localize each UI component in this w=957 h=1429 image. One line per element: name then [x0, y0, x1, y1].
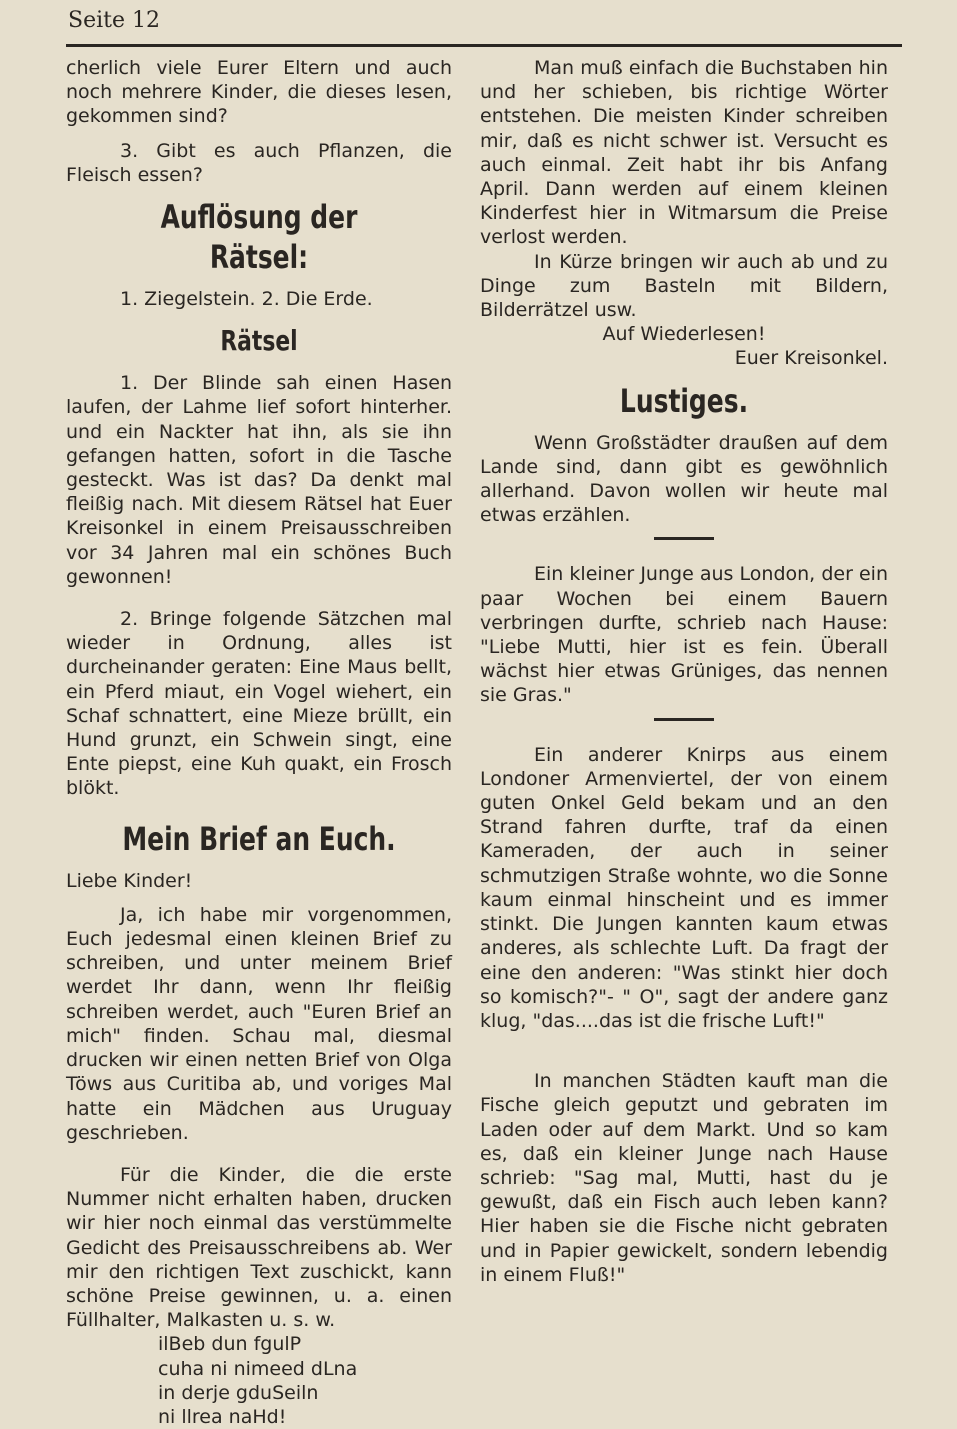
scrambled-poem [66, 1332, 452, 1429]
header-rule [66, 44, 902, 47]
instructions-paragraph: Man muß einfach die Buchstaben hin und her schieben, bis richtige Wörter entstehen. Die meisten Kinder schreiben mir, daß es nicht schwer ist. Versucht es auch einmal. Zeit habt ihr bis Anfang April. Dann werden auf einem kleinen Kinderfest hier in Witmarsum die Preise verlost werden. [480, 57, 888, 249]
joke-2: Ein anderer Knirps aus einem Londoner Armenviertel, der von einem guten Onkel Geld bekam und an den Strand fahren durfte, traf da einen Kameraden, der auch in seiner schmutzigen Straße wohnte, wo die Sonne kaum einmal hinscheint und es immer stinkt. Die Jungen kannten kaum etwas anderes, als schlechte Luft. Da fragt der eine den anderen: "Was stinkt hier doch so komisch?"- " O", sagt der andere ganz klug, "das....das ist die frische Luft!" [480, 743, 888, 1032]
heading-brief: Mein Brief an Euch. [122, 819, 396, 858]
announcement-paragraph: In Kürze bringen wir auch ab und zu Dinge zum Basteln mit Bildern, Bilderrätzel usw. [480, 250, 888, 322]
raetsel-1: 1. Der Blinde sah einen Hasen laufen, der Lahme lief sofort hinterher. und ein Nackter hat ihn, als sie ihn gefangen hatten, sofort in die Tasche gesteckt. Was ist das? Da denkt mal fleißig nach. Mit diesem Rätsel hat Euer Kreisonkel in einem Preisausschreiben vor 34 Jahren mal ein schönes Buch gewonnen! [66, 372, 452, 588]
question-3: 3. Gibt es auch Pflanzen, die Fleisch essen? [66, 139, 452, 186]
letter-greeting: Liebe Kinder! [66, 869, 193, 892]
poem-line: cuha ni nimeed dLna [158, 1357, 358, 1380]
letter-paragraph-1: Ja, ich habe mir vorgenommen, Euch jedesmal einen kleinen Brief zu schreiben, und unter meinem Brief werdet Ihr dann, wenn Ihr fleißig schreiben werdet, auch "Euren Brief an mich" finden. Schau mal, diesmal drucken wir einen netten Brief von Olga Töws aus Curitiba ab, und voriges Mal hatte ein Mädchen aus Uruguay geschrieben. [66, 903, 452, 1144]
joke-intro: Wenn Großstädter draußen auf dem Lande sind, dann gibt es gewöhnlich allerhand. Davon wollen wir heute mal etwas erzählen. [480, 431, 888, 527]
poem-line: ni llrea naHd! [158, 1405, 287, 1428]
raetsel-2: 2. Bringe folgende Sätzchen mal wieder in Ordnung, alles ist durcheinander geraten: Eine Maus bellt, ein Pferd miaut, ein Vogel wiehert, ein Schaf schnattert, eine Mieze brüllt, ein Hund grunzt, ein Schwein singt, eine Ente piepst, eine Kuh quakt, ein Frosch blökt. [66, 608, 452, 800]
heading-aufloesung: Auflösung der Rätsel: [160, 198, 358, 277]
right-column [480, 56, 888, 1287]
poem-line: ilBeb dun fgulP [158, 1333, 302, 1356]
continued-paragraph: cherlich viele Eurer Eltern und auch noch mehrere Kinder, die dieses lesen, gekommen sind? [66, 57, 452, 128]
joke-3: In manchen Städten kauft man die Fische gleich geputzt und gebraten im Laden oder auf dem Markt. Und so kam es, daß ein kleiner Junge nach Hause schrieb: "Sag mal, Mutti, hast du je gewußt, daß ein Fisch auch leben kann? Hier haben sie die Fische nicht gebraten und in Papier gewickelt, sondern lebendig in einem Fluß!" [480, 1070, 888, 1286]
farewell: Auf Wiederlesen! [602, 323, 766, 346]
page-number: Seite 12 [68, 8, 160, 33]
separator [654, 537, 714, 540]
letter-paragraph-2: Für die Kinder, die die erste Nummer nicht erhalten haben, drucken wir hier noch einmal das verstümmelte Gedicht des Preisausschreibens ab. Wer mir den richtigen Text zuschickt, kann schöne Preise gewinnen, u. a. einen Füllhalter, Malkasten u. s. w. [66, 1163, 452, 1332]
heading-lustiges: Lustiges. [619, 381, 749, 420]
joke-1: Ein kleiner Junge aus London, der ein paar Wochen bei einem Bauern verbringen durfte, schrieb nach Hause: "Liebe Mutti, hier ist es fein. Überall wächst hier etwas Grüniges, das nennen sie Gras." [480, 563, 888, 707]
poem-line: in derje gduSeiln [158, 1381, 319, 1404]
signature: Euer Kreisonkel. [734, 347, 888, 370]
separator [654, 718, 714, 721]
left-column [66, 56, 452, 1429]
aufloesung-text: 1. Ziegelstein. 2. Die Erde. [120, 288, 373, 311]
heading-raetsel: Rätsel [220, 324, 298, 358]
